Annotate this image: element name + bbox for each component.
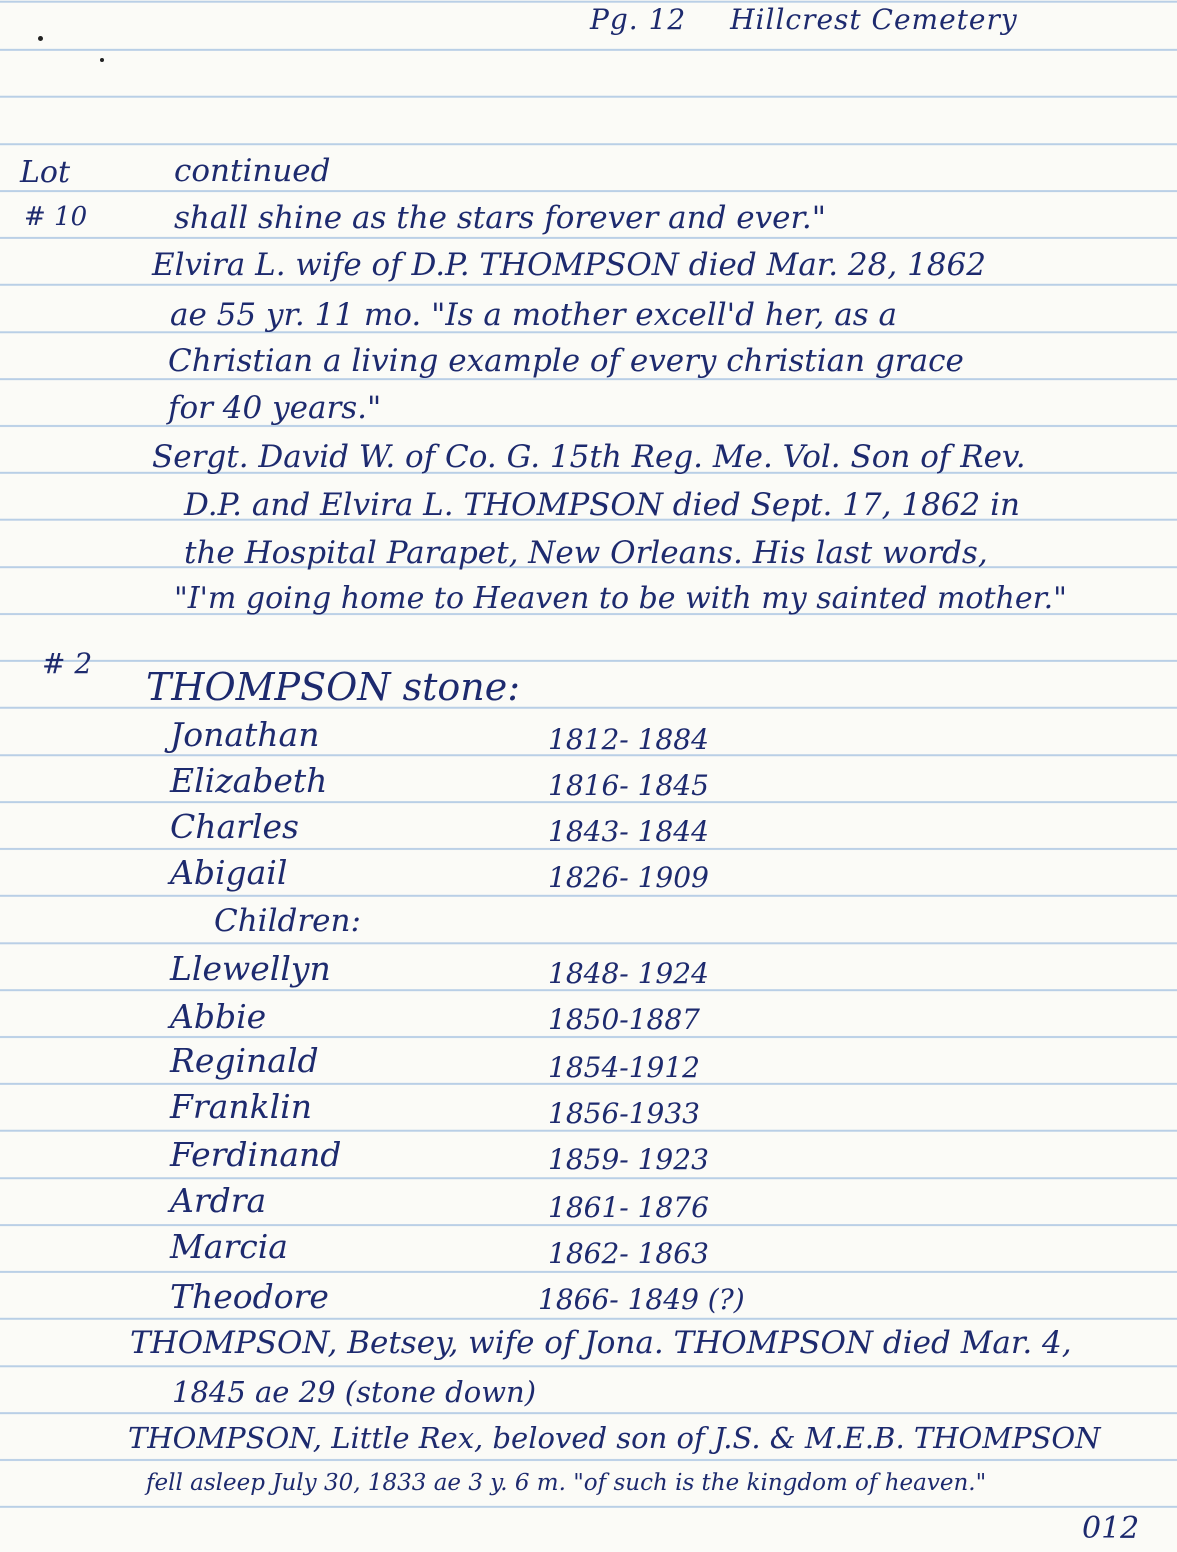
family-name: Abigail (170, 853, 288, 892)
lot-label: Lot (20, 155, 71, 190)
lot10-line: Sergt. David W. of Co. G. 15th Reg. Me. Vol. Son of Rev. (152, 439, 1026, 475)
header-page-ref: Pg. 12 (590, 3, 687, 36)
ink-speck (100, 58, 104, 62)
lot10-line: ae 55 yr. 11 mo. "Is a mother excell'd her, as a (170, 297, 897, 333)
family-years: 1826- 1909 (548, 861, 709, 894)
lot10-line: Elvira L. wife of D.P. THOMPSON died Mar. 28, 1862 (152, 247, 986, 283)
lot2-heading: THOMPSON stone: (146, 665, 521, 709)
children-label: Children: (214, 903, 361, 939)
lot2-number: # 2 (42, 647, 93, 680)
header-title: Hillcrest Cemetery (730, 3, 1018, 36)
lot10-line: Christian a living example of every christian grace (168, 343, 964, 379)
lot10-line: continued (174, 153, 331, 189)
child-name: Marcia (170, 1227, 288, 1266)
closing-line: THOMPSON, Little Rex, beloved son of J.S. & M.E.B. THOMPSON (128, 1421, 1101, 1455)
family-years: 1843- 1844 (548, 815, 709, 848)
child-years: 1848- 1924 (548, 957, 709, 990)
child-years: 1859- 1923 (548, 1143, 709, 1176)
family-name: Elizabeth (170, 761, 328, 800)
child-name: Ardra (170, 1181, 267, 1220)
child-years: 1861- 1876 (548, 1191, 709, 1224)
family-name: Charles (170, 807, 299, 846)
lot10-line: the Hospital Parapet, New Orleans. His last words, (184, 535, 988, 571)
closing-line: 1845 ae 29 (stone down) (172, 1375, 537, 1409)
child-years: 1854-1912 (548, 1051, 700, 1084)
lot10-line: shall shine as the stars forever and ever." (174, 200, 826, 236)
child-years: 1850-1887 (548, 1003, 700, 1036)
child-name: Theodore (170, 1277, 329, 1316)
child-name: Abbie (170, 997, 267, 1036)
family-years: 1816- 1845 (548, 769, 709, 802)
child-name: Llewellyn (170, 949, 331, 988)
lot-number: # 10 (24, 202, 88, 232)
closing-line: fell asleep July 30, 1833 ae 3 y. 6 m. "of such is the kingdom of heaven." (146, 1470, 987, 1496)
lot10-line: for 40 years." (168, 390, 382, 426)
lot10-line: D.P. and Elvira L. THOMPSON died Sept. 17, 1862 in (184, 487, 1020, 523)
page-header (590, 3, 1018, 36)
child-name: Ferdinand (170, 1135, 342, 1174)
closing-line: THOMPSON, Betsey, wife of Jona. THOMPSON died Mar. 4, (130, 1325, 1072, 1361)
child-name: Franklin (170, 1087, 312, 1126)
ink-speck (38, 36, 43, 41)
lot10-line: "I'm going home to Heaven to be with my sainted mother." (174, 581, 1067, 616)
family-name: Jonathan (170, 715, 320, 754)
family-years: 1812- 1884 (548, 723, 709, 756)
child-years: 1866- 1849 (?) (538, 1283, 745, 1316)
child-name: Reginald (170, 1041, 319, 1080)
child-years: 1856-1933 (548, 1097, 700, 1130)
child-years: 1862- 1863 (548, 1237, 709, 1270)
page-number: 012 (1082, 1511, 1140, 1546)
